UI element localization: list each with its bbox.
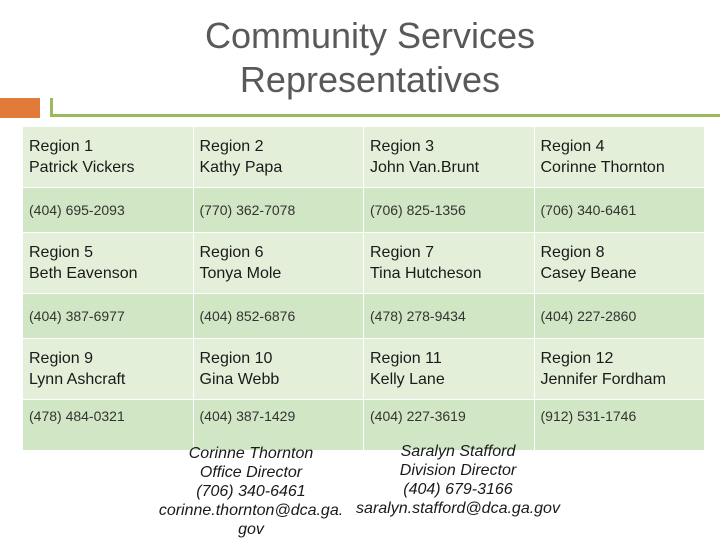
- rep-phone: (404) 387-1429: [193, 400, 364, 451]
- table-row: [23, 233, 705, 294]
- contact-email: saralyn.stafford@dca.ga.gov: [356, 500, 560, 517]
- contact-phone: (706) 340-6461: [196, 483, 306, 500]
- rep-name: Beth Eavenson: [29, 265, 138, 282]
- rep-phone: (706) 340-6461: [534, 188, 705, 233]
- rep-phone: (404) 387-6977: [23, 294, 194, 339]
- table-cell: [534, 127, 705, 188]
- contact-role: Office Director: [199, 464, 303, 481]
- rep-name: Lynn Ashcraft: [29, 371, 126, 388]
- region-label: Region 4: [540, 138, 605, 155]
- contact-name: Saralyn Stafford: [400, 443, 516, 460]
- region-label: Region 8: [540, 244, 605, 261]
- region-label: Region 3: [370, 138, 435, 155]
- rep-name: Jennifer Fordham: [540, 371, 666, 388]
- rep-phone: (706) 825-1356: [364, 188, 535, 233]
- rep-name: Casey Beane: [540, 265, 637, 282]
- rep-name: Corinne Thornton: [540, 159, 665, 176]
- contact-name: Corinne Thornton: [188, 445, 314, 462]
- accent-bar-green-tip: [50, 98, 53, 114]
- region-label: Region 2: [199, 138, 264, 155]
- rep-phone: (404) 227-3619: [364, 400, 535, 451]
- rep-phone: (404) 695-2093: [23, 188, 194, 233]
- region-label: Region 11: [370, 350, 442, 367]
- rep-name: Tonya Mole: [199, 265, 282, 282]
- accent-bar-orange: [0, 98, 40, 118]
- table-row: [23, 127, 705, 188]
- rep-name: Kelly Lane: [370, 371, 445, 388]
- table-row: [23, 188, 705, 233]
- rep-name: Patrick Vickers: [29, 159, 135, 176]
- table-cell: [23, 233, 194, 294]
- page-title: Community Services Representatives: [204, 15, 536, 100]
- rep-name: Tina Hutcheson: [370, 265, 482, 282]
- table-cell: [23, 127, 194, 188]
- region-label: Region 9: [29, 350, 94, 367]
- rep-phone: (770) 362-7078: [193, 188, 364, 233]
- region-label: Region 6: [199, 244, 264, 261]
- table-cell: [193, 339, 364, 400]
- region-label: Region 1: [29, 138, 94, 155]
- table-cell: [364, 127, 535, 188]
- contact-role: Division Director: [399, 462, 517, 479]
- table-cell: [23, 339, 194, 400]
- table-cell: [534, 339, 705, 400]
- rep-phone: (404) 227-2860: [534, 294, 705, 339]
- contact-email: corinne.thornton@dca.ga.gov: [158, 502, 344, 538]
- contact-phone: (404) 679-3166: [403, 481, 513, 498]
- region-label: Region 10: [199, 350, 273, 367]
- representatives-table: [22, 126, 705, 451]
- rep-name: Gina Webb: [199, 371, 280, 388]
- rep-phone: (912) 531-1746: [534, 400, 705, 451]
- table-row: [23, 339, 705, 400]
- rep-phone: (478) 278-9434: [364, 294, 535, 339]
- table-cell: [364, 339, 535, 400]
- rep-name: Kathy Papa: [199, 159, 283, 176]
- region-label: Region 12: [540, 350, 614, 367]
- region-label: Region 7: [370, 244, 435, 261]
- table-cell: [193, 233, 364, 294]
- region-label: Region 5: [29, 244, 94, 261]
- table-row: [23, 294, 705, 339]
- table-cell: [364, 233, 535, 294]
- table-cell: [534, 233, 705, 294]
- rep-phone: (404) 852-6876: [193, 294, 364, 339]
- rep-name: John Van.Brunt: [370, 159, 480, 176]
- table-cell: [193, 127, 364, 188]
- accent-bar-green: [50, 114, 720, 117]
- rep-phone: (478) 484-0321: [23, 400, 194, 451]
- office-director-contact: [156, 444, 346, 539]
- division-director-contact: [354, 442, 562, 518]
